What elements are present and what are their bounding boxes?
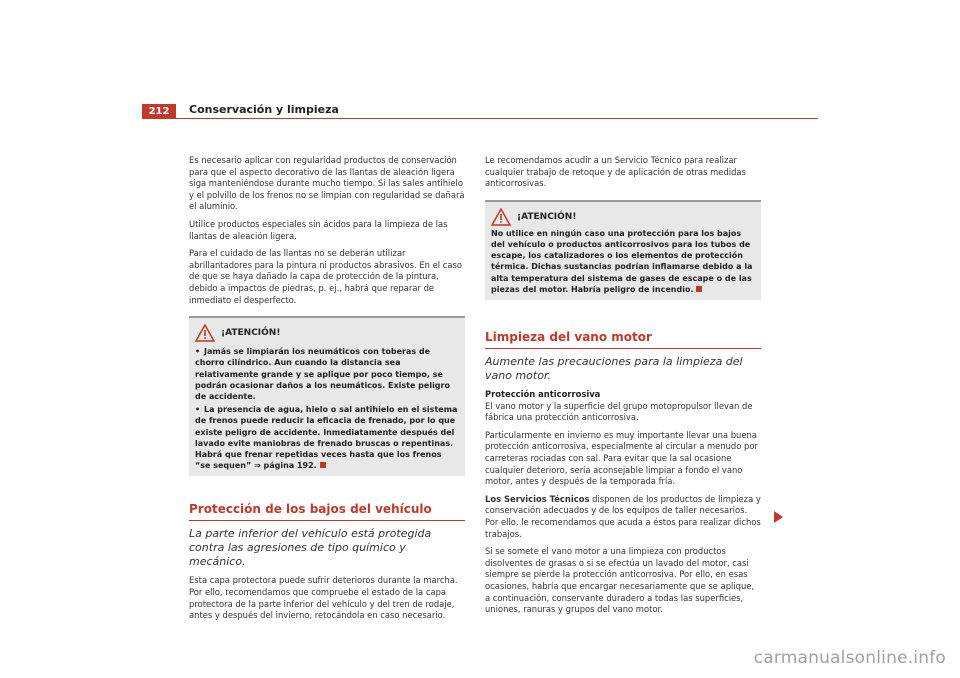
section-title: Protección de los bajos del vehículo xyxy=(189,502,465,521)
section-subtitle: Aumente las precauciones para la limpieza del vano motor. xyxy=(485,355,743,382)
paragraph: Los Servicios Técnicos disponen de los productos de limpieza y conservación adecuados y de los equipos de taller necesarios. Por ello, le recomendamos que acuda a éstos para realizar dichos trabajos. xyxy=(485,493,761,539)
warning-item: • Jamás se limpiarán los neumáticos con toberas de chorro cilíndrico. Aun cuando la distancia sea relativamente grande y se aplique por poco tiempo, se podrán ocasionar daños a los neumáticos. Existe peligro de accidente. xyxy=(195,347,450,401)
bullet-icon: • xyxy=(195,347,201,357)
section-title: Limpieza del vano motor xyxy=(485,330,761,349)
chapter-title: Conservación y limpieza xyxy=(189,103,339,116)
warning-triangle-icon xyxy=(491,208,511,226)
paragraph: Es necesario aplicar con regularidad productos de conservación para que el aspecto decorativo de las llantas de aleación ligera siga manteniéndose durante mucho tiempo. Si las sales antihielo y el polvillo de los frenos no se limpian con regularidad se dañará el aluminio. xyxy=(189,155,465,212)
right-column xyxy=(485,155,761,622)
subheading: Protección anticorrosiva xyxy=(485,389,601,399)
end-square-icon xyxy=(696,286,702,292)
paragraph: Utilice productos especiales sin ácidos para la limpieza de las llantas de aleación ligera. xyxy=(189,218,448,241)
paragraph: Si se somete el vano motor a una limpieza con productos disolventes de grasas o si se efectúa un lavado del motor, casi siempre se pierde la protección anticorrosiva. Por ello, en esas ocasiones, habría que encargar necesariamente que se aplique, a continuación, conservante duradero a todas las superficies, uniones, ranuras y grupos del vano motor. xyxy=(485,546,755,615)
paragraph: Esta capa protectora puede sufrir deterioros durante la marcha. Por ello, recomendamos que compruebe el estado de la capa protectora de la parte inferior del vehículo y del tren de rodaje, antes y después del invierno, retocándola en caso necesario. xyxy=(189,575,458,621)
page-number: 212 xyxy=(142,104,176,119)
page-reference-text[interactable]: La presencia de agua, hielo o sal antihielo en el sistema de frenos puede reducir la eficacia de frenado, por lo que existe peligro de accidente. Inmediatamente después del lavado evite maniobras de frenado bruscas o repentinas. Habrá que frenar repetidas veces hasta que los frenos “se sequen” ⇒ página 192. xyxy=(195,405,458,471)
warning-body xyxy=(195,346,459,471)
warning-body: No utilice en ningún caso una protección para los bajos del vehículo o productos anticorrosivos para los tubos de escape, los catalizadores o los elementos de protección térmica. Dichas sustancias podrían inflamarse debido a la alta temperatura del sistema de gases de escape o de las piezas del motor. Habría peligro de incendio. xyxy=(491,228,753,294)
left-column xyxy=(189,155,465,628)
paragraph: Particularmente en invierno es muy importante llevar una buena protección anticorrosiva, especialmente al circular a menudo por carreteras rociadas con sal. Para evitar que la sal ocasione cualquier deterioro, sería aconsejable limpiar a fondo el vano motor, antes y después de la temporada fría. xyxy=(485,429,758,487)
header-rule xyxy=(142,118,818,119)
warning-header xyxy=(195,322,459,344)
warning-box xyxy=(189,316,465,476)
warning-title: ¡ATENCIÓN! xyxy=(517,211,577,222)
watermark: carmanualsonline.info xyxy=(753,648,946,668)
warning-title: ¡ATENCIÓN! xyxy=(221,328,281,339)
warning-header xyxy=(491,206,755,228)
paragraph: El vano motor y la superficie del grupo motopropulsor llevan de fábrica una protección anticorrosiva. xyxy=(485,400,753,423)
bullet-icon: • xyxy=(195,405,201,415)
end-square-icon xyxy=(320,462,326,468)
warning-triangle-icon xyxy=(195,324,215,342)
next-page-arrow-icon[interactable] xyxy=(774,511,783,523)
warning-item xyxy=(195,404,459,471)
warning-box xyxy=(485,200,761,300)
paragraph: Para el cuidado de las llantas no se deberán utilizar abrillantadores para la pintura ni productos abrasivos. En el caso de que se haya dañado la capa de protección de la pintura, debido a impactos de piedras, p. ej., habrá que reparar de inmediato el desperfecto. xyxy=(189,248,462,305)
section-subtitle: La parte inferior del vehículo está protegida contra las agresiones de tipo químico y mecánico. xyxy=(189,527,432,569)
paragraph: Le recomendamos acudir a un Servicio Técnico para realizar cualquier trabajo de retoque y de aplicación de otras medidas anticorrosivas. xyxy=(485,155,746,189)
